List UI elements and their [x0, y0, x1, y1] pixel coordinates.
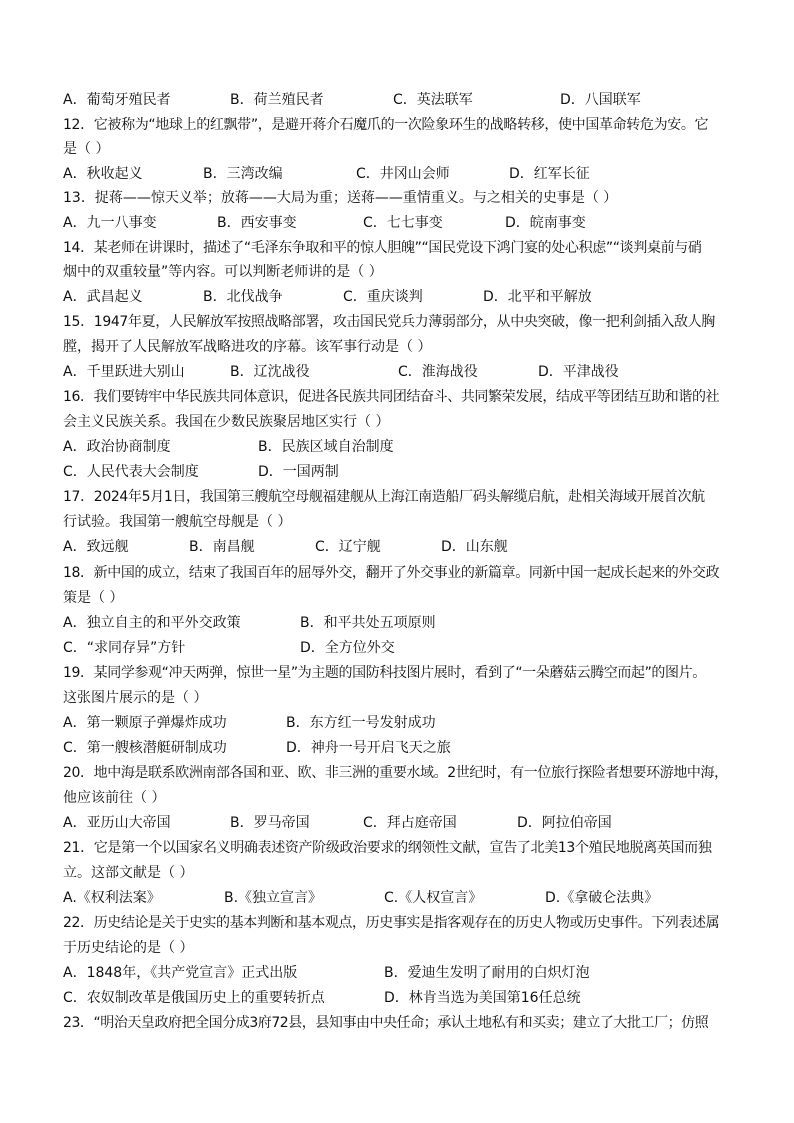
- q21-option-b: B.《独立宣言》: [224, 890, 323, 906]
- q18-option-a: A．独立自主的和平外交政策: [63, 615, 241, 631]
- q19-stem-line2: 这张图片展示的是（ ）: [63, 690, 208, 706]
- q12-option-d: D．红军长征: [509, 166, 590, 182]
- q17-option-b: B．南昌舰: [189, 539, 255, 555]
- q20-option-c: C．拜占庭帝国: [363, 815, 457, 831]
- q19-stem-line1: 19．某同学参观“冲天两弹，惊世一星”为主题的国防科技图片展时，看到了“一朵蘑菇云腾空而起”的图片。: [63, 665, 706, 681]
- q16-stem-line1: 16．我们要铸牢中华民族共同体意识，促进各民族共同团结奋斗、共同繁荣发展，结成平等团结互助和谐的社: [63, 389, 720, 405]
- q17-stem-line1: 17．2024年5月1日，我国第三艘航空母舰福建舰从上海江南造船厂码头解缆启航，赴相关海域开展首次航: [63, 489, 705, 505]
- q11-option-d: D．八国联军: [560, 92, 641, 108]
- q20-option-d: D．阿拉伯帝国: [517, 815, 612, 831]
- q17-option-c: C．辽宁舰: [315, 539, 381, 555]
- q17-option-d: D．山东舰: [441, 539, 508, 555]
- q20-stem-line2: 他应该前往（ ）: [63, 790, 166, 806]
- q15-option-b: B．辽沈战役: [230, 364, 310, 380]
- q14-option-a: A．武昌起义: [63, 289, 143, 305]
- q18-stem-line2: 策是（ ）: [63, 590, 124, 606]
- q16-stem-line2: 会主义民族关系。我国在少数民族聚居地区实行（ ）: [63, 414, 390, 430]
- q18-option-b: B．和平共处五项原则: [300, 615, 436, 631]
- q14-option-b: B．北伐战争: [203, 289, 283, 305]
- q22-option-d: D．林肯当选为美国第16任总统: [384, 990, 581, 1006]
- q15-option-a: A．千里跃进大别山: [63, 364, 185, 380]
- q13-option-c: C．七七事变: [363, 215, 443, 231]
- q16-option-c: C．人民代表大会制度: [63, 464, 199, 480]
- q22-stem-line2: 于历史结论的是（ ）: [63, 940, 194, 956]
- q18-option-d: D．全方位外交: [300, 640, 395, 656]
- q14-stem-line1: 14．某老师在讲课时，描述了“毛泽东争取和平的惊人胆魄”“国民党设下鸿门宴的处心积虑”“谈判桌前与硝: [63, 240, 702, 256]
- q22-stem-line1: 22．历史结论是关于史实的基本判断和基本观点，历史事实是指客观存在的历史人物或历史事件。下列表述属: [63, 915, 720, 931]
- q19-option-a: A．第一颗原子弹爆炸成功: [63, 715, 227, 731]
- q22-option-c: C．农奴制改革是俄国历史上的重要转折点: [63, 990, 325, 1006]
- q15-option-c: C．淮海战役: [398, 364, 478, 380]
- q13-option-d: D．皖南事变: [505, 215, 586, 231]
- q13-stem-line1: 13．捉蒋——惊天义举；放蒋——大局为重；送蒋——重情重义。与之相关的史事是（ ）: [63, 190, 618, 206]
- q16-option-a: A．政治协商制度: [63, 439, 171, 455]
- q17-option-a: A．致远舰: [63, 539, 129, 555]
- q15-stem-line2: 膛，揭开了人民解放军战略进攻的序幕。该军事行动是（ ）: [63, 339, 432, 355]
- q14-stem-line2: 烟中的双重较量”等内容。可以判断老师讲的是（ ）: [63, 264, 383, 280]
- q12-option-c: C．井冈山会师: [356, 166, 450, 182]
- q21-stem-line1: 21．它是第一个以国家名义明确表述资产阶级政治要求的纲领性文献，宣告了北美13个殖民地脱离英国而独: [63, 840, 712, 856]
- q18-option-c: C．“求同存异”方针: [63, 640, 186, 656]
- q18-stem-line1: 18．新中国的成立，结束了我国百年的屈辱外交，翻开了外交事业的新篇章。同新中国一起成长起来的外交政: [63, 565, 720, 581]
- q20-stem-line1: 20．地中海是联系欧洲南部各国和亚、欧、非三洲的重要水域。2世纪时，有一位旅行探险者想要环游地中海，: [63, 765, 728, 781]
- q21-option-c: C.《人权宣言》: [384, 890, 483, 906]
- q14-option-d: D．北平和平解放: [483, 289, 592, 305]
- q12-stem-line2: 是（ ）: [63, 141, 110, 157]
- q13-option-a: A．九一八事变: [63, 215, 157, 231]
- q21-option-a: A.《权利法案》: [63, 890, 161, 906]
- q19-option-b: B．东方红一号发射成功: [286, 715, 436, 731]
- q12-stem-line1: 12．它被称为“地球上的红飘带”，是避开蒋介石魔爪的一次险象环生的战略转移，使中国革命转危为安。它: [63, 117, 709, 133]
- q12-option-a: A．秋收起义: [63, 166, 143, 182]
- q17-stem-line2: 行试验。我国第一艘航空母舰是（ ）: [63, 514, 292, 530]
- q16-option-d: D．一国两制: [258, 464, 339, 480]
- q16-option-b: B．民族区域自治制度: [258, 439, 394, 455]
- q11-option-a: A．葡萄牙殖民者: [63, 92, 171, 108]
- q12-option-b: B．三湾改编: [203, 166, 283, 182]
- q15-option-d: D．平津战役: [538, 364, 619, 380]
- q11-option-c: C．英法联军: [393, 92, 473, 108]
- q11-option-b: B．荷兰殖民者: [230, 92, 324, 108]
- q22-option-a: A．1848年，《共产党宣言》正式出版: [63, 965, 298, 981]
- q21-option-d: D.《拿破仑法典》: [545, 890, 659, 906]
- q20-option-b: B．罗马帝国: [230, 815, 310, 831]
- q19-option-d: D．神舟一号开启飞天之旅: [286, 740, 451, 756]
- q20-option-a: A．亚历山大帝国: [63, 815, 171, 831]
- q23-stem-line1: 23．“明治天皇政府把全国分成3府72县，县知事由中央任命；承认土地私有和买卖；建立了大批工厂；仿照: [63, 1015, 709, 1031]
- q15-stem-line1: 15．1947年夏，人民解放军按照战略部署，攻击国民党兵力薄弱部分，从中央突破，像一把利剑插入敌人胸: [63, 314, 715, 330]
- q14-option-c: C．重庆谈判: [343, 289, 423, 305]
- q21-stem-line2: 立。这部文献是（ ）: [63, 865, 194, 881]
- q13-option-b: B．西安事变: [217, 215, 297, 231]
- q22-option-b: B．爱迪生发明了耐用的白炽灯泡: [384, 965, 590, 981]
- q19-option-c: C．第一艘核潜艇研制成功: [63, 740, 227, 756]
